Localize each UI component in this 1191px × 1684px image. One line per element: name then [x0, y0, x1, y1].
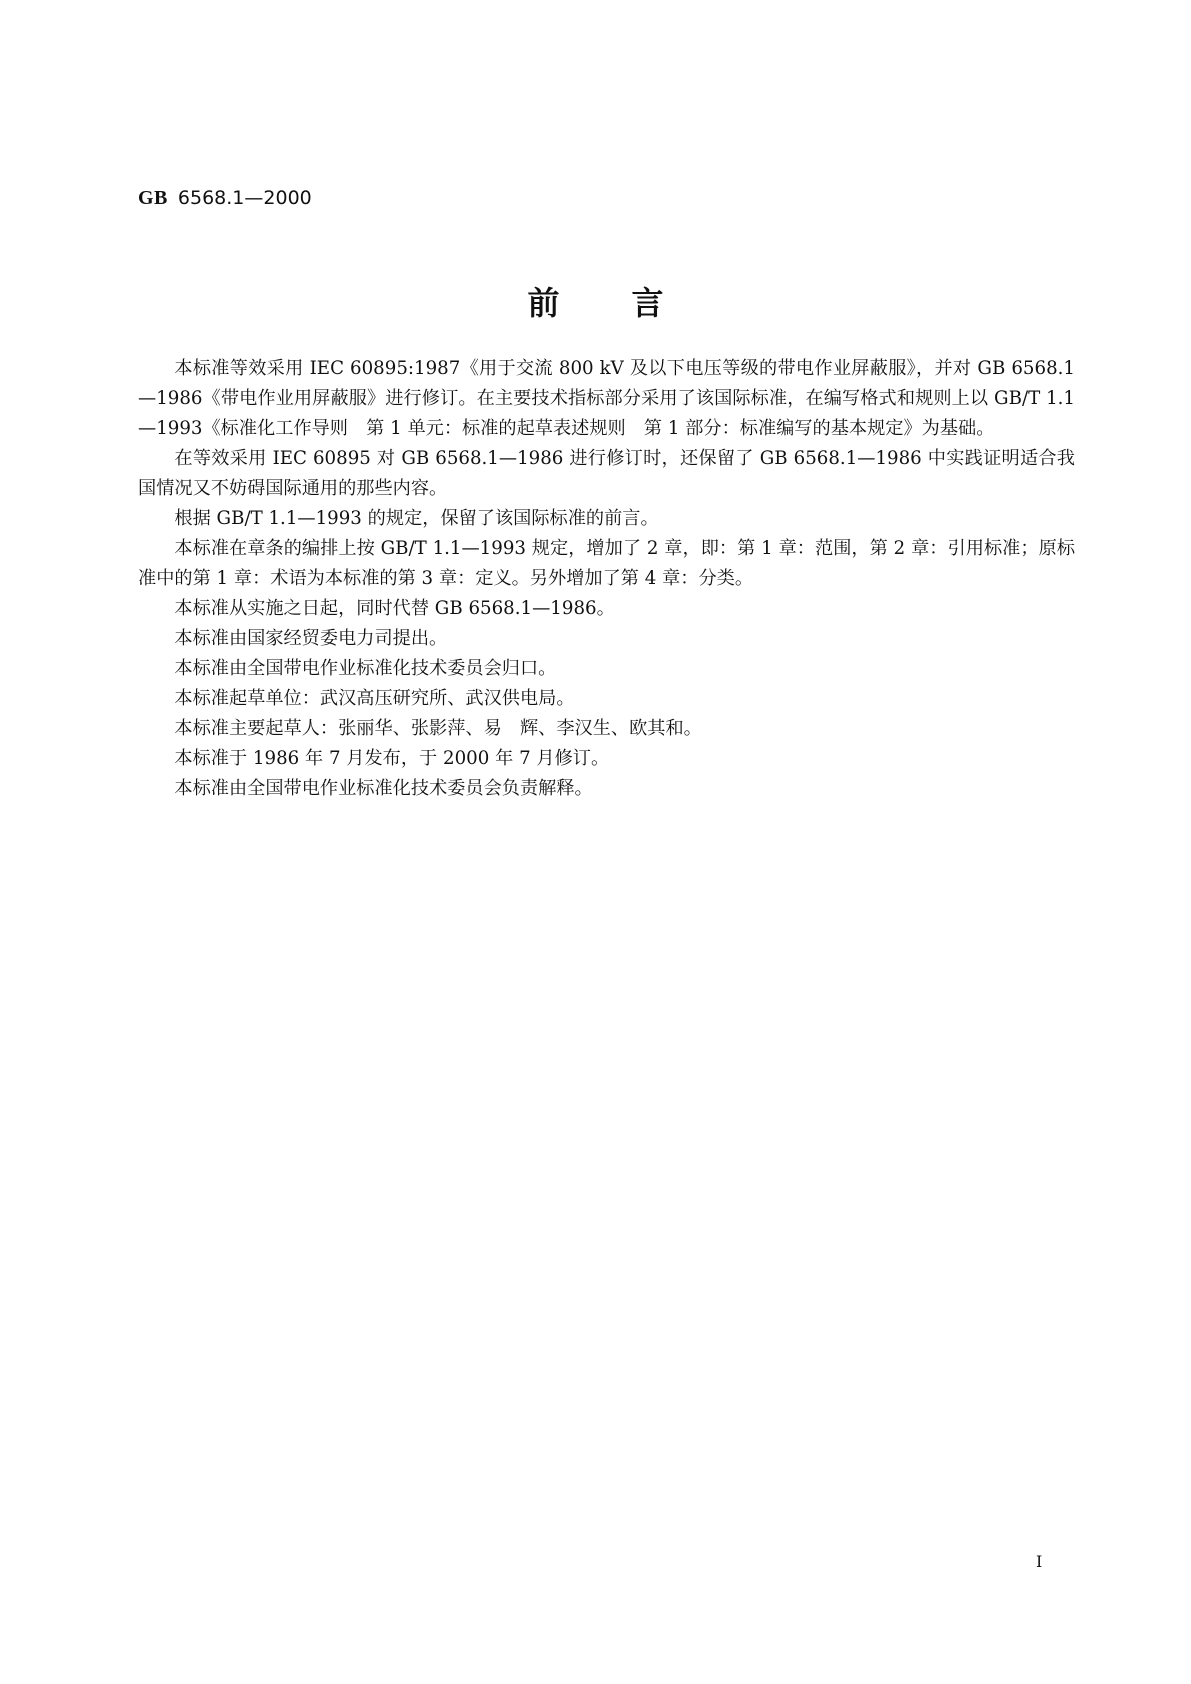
paragraph: 本标准从实施之日起，同时代替 GB 6568.1—1986。 — [174, 598, 615, 619]
paragraph: 本标准在章条的编排上按 GB/T 1.1—1993 规定，增加了 2 章，即：第 1 章：范围，第 2 章：引用标准；原标准中的第 1 章：术语为本标准的第 3 章：定义。另外增加了第 4 章：分类。 — [138, 538, 1075, 589]
paragraph: 根据 GB/T 1.1—1993 的规定，保留了该国际标准的前言。 — [174, 508, 659, 529]
paragraph: 在等效采用 IEC 60895 对 GB 6568.1—1986 进行修订时，还保留了 GB 6568.1—1986 中实践证明适合我国情况又不妨碍国际通用的那些内容。 — [138, 448, 1075, 499]
paragraph: 本标准由全国带电作业标准化技术委员会归口。 — [174, 658, 557, 679]
document-header — [138, 186, 312, 210]
page-title: 前言 — [527, 284, 736, 322]
standard-number: 6568.1—2000 — [177, 187, 312, 209]
paragraph: 本标准等效采用 IEC 60895:1987《用于交流 800 kV 及以下电压等级的带电作业屏蔽服》，并对 GB 6568.1—1986《带电作业用屏蔽服》进行修订。在主要技术指标部分采用了该国际标准，在编写格式和规则上以 GB/T 1.1—1993《标准化工作导则 第 1 单元：标准的起草表述规则 第 1 部分：标准编写的基本规定》为基础。 — [138, 358, 1075, 439]
paragraph: 本标准由国家经贸委电力司提出。 — [174, 628, 448, 649]
paragraph: 本标准主要起草人：张丽华、张影萍、易 辉、李汉生、欧其和。 — [174, 718, 702, 739]
paragraph: 本标准由全国带电作业标准化技术委员会负责解释。 — [174, 778, 593, 799]
standard-code: GB — [138, 187, 168, 209]
foreword-body — [138, 354, 1075, 804]
page-number: I — [1036, 1552, 1043, 1571]
paragraph: 本标准于 1986 年 7 月发布，于 2000 年 7 月修订。 — [174, 748, 610, 769]
paragraph: 本标准起草单位：武汉高压研究所、武汉供电局。 — [174, 688, 575, 709]
